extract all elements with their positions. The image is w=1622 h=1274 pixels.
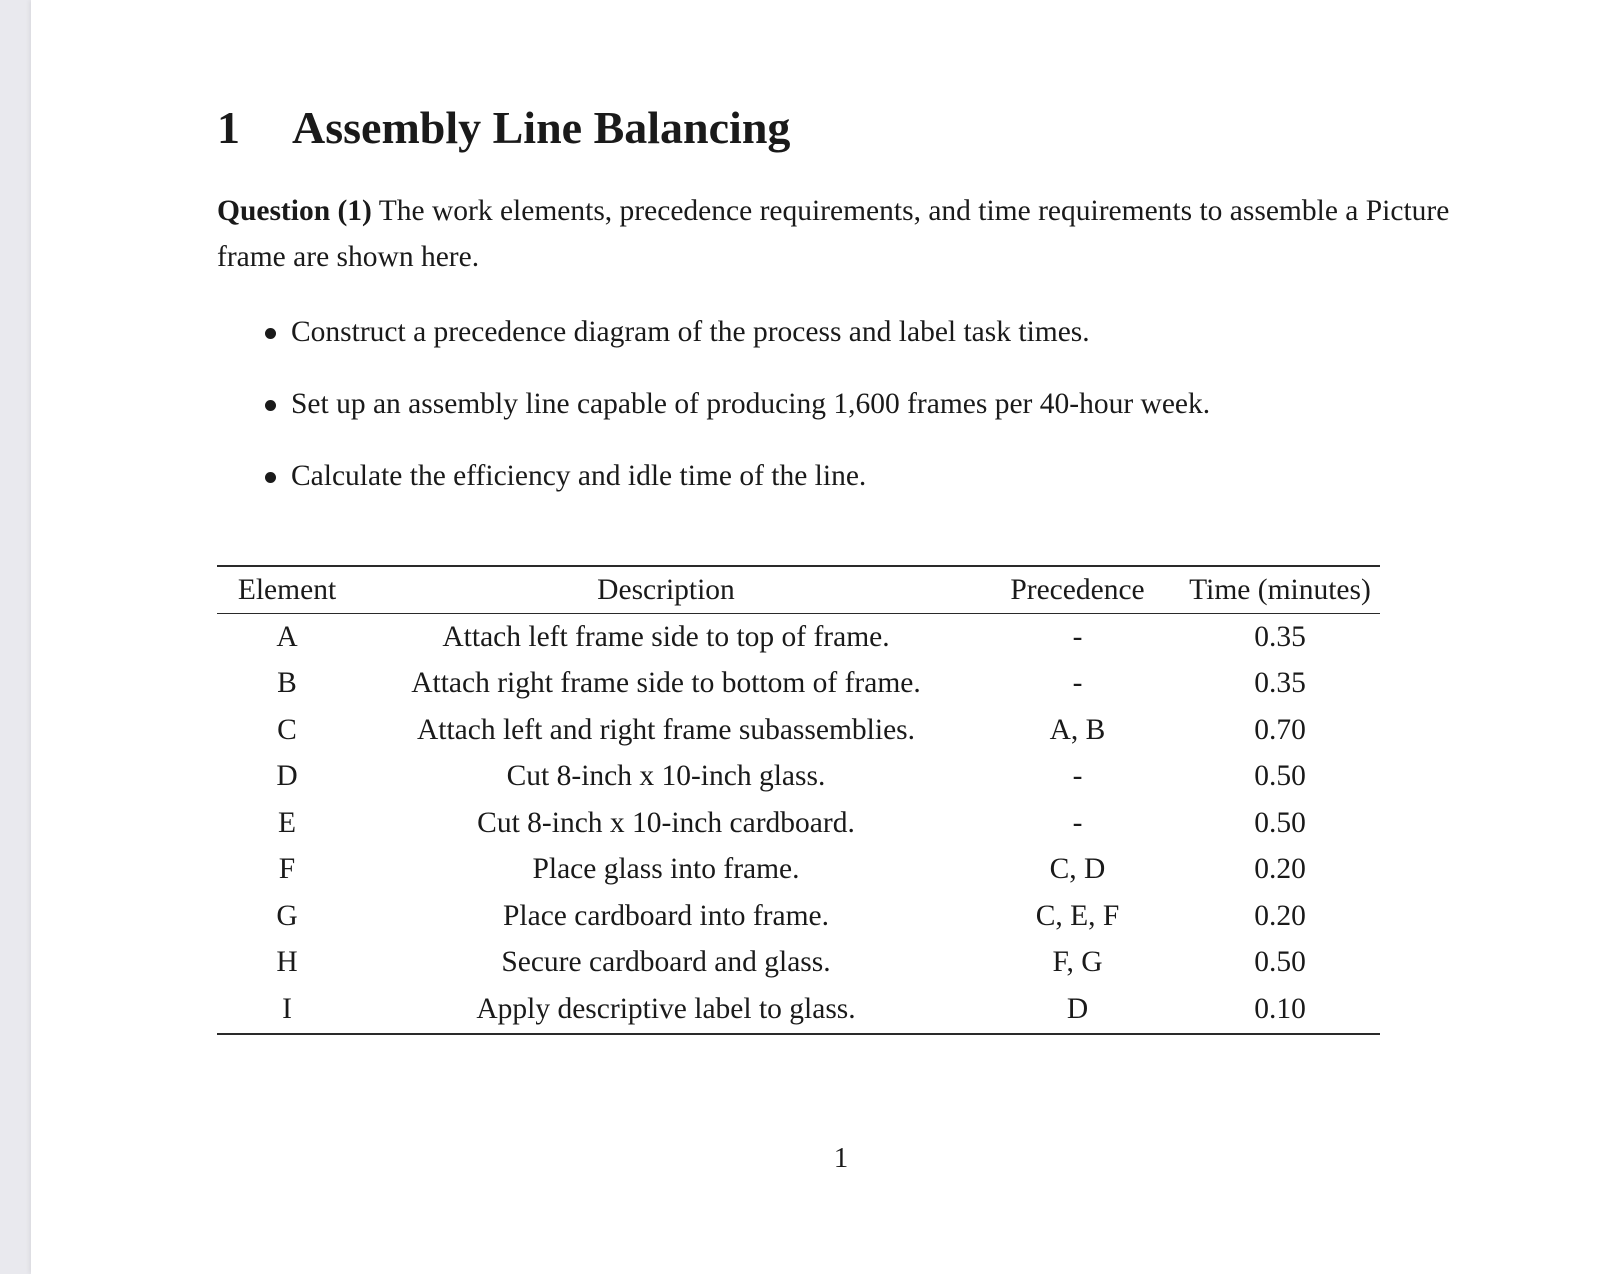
header-time: Time (minutes) [1189, 573, 1371, 606]
table-row [217, 893, 1380, 940]
table-row [217, 754, 1380, 801]
table-row [217, 800, 1380, 847]
task-list-item [217, 312, 1210, 384]
cell-description: Place cardboard into frame. [503, 899, 829, 932]
work-elements-table [217, 565, 1380, 1035]
cell-precedence: - [1072, 760, 1083, 793]
cell-time: 0.35 [1254, 667, 1306, 700]
cell-time: 0.10 [1254, 992, 1306, 1025]
cell-time: 0.50 [1254, 806, 1306, 839]
question-label: Question (1) [217, 195, 372, 227]
cell-time: 0.35 [1254, 620, 1306, 653]
cell-description: Attach left frame side to top of frame. [442, 620, 890, 653]
table-row [217, 707, 1380, 754]
question-paragraph [217, 188, 1497, 280]
task-text: Set up an assembly line capable of producing 1,600 frames per 40-hour week. [291, 388, 1211, 420]
section-title: Assembly Line Balancing [292, 102, 791, 153]
section-number: 1 [217, 102, 240, 153]
cell-precedence: - [1072, 667, 1083, 700]
table-row [217, 661, 1380, 708]
cell-time: 0.50 [1254, 760, 1306, 793]
cell-precedence: F, G [1052, 946, 1103, 979]
bullet-icon [265, 400, 276, 411]
cell-element: D [276, 760, 298, 793]
page-number: 1 [833, 1142, 849, 1174]
table-header-row [217, 566, 1380, 614]
bullet-icon [265, 472, 276, 483]
cell-time: 0.70 [1254, 713, 1306, 746]
cell-element: G [276, 899, 298, 932]
cell-precedence: - [1072, 620, 1083, 653]
task-list-item [217, 384, 1210, 456]
table-row [217, 940, 1380, 987]
cell-element: I [282, 992, 292, 1025]
cell-element: B [277, 667, 297, 700]
header-precedence: Precedence [1010, 573, 1145, 606]
cell-element: E [277, 806, 297, 839]
cell-time: 0.20 [1254, 853, 1306, 886]
cell-precedence: D [1066, 992, 1089, 1025]
cell-description: Attach left and right frame subassemblies. [416, 713, 916, 746]
cell-precedence: C, E, F [1035, 899, 1120, 932]
cell-precedence: - [1072, 806, 1083, 839]
cell-description: Apply descriptive label to glass. [476, 992, 856, 1025]
table-row [217, 614, 1380, 661]
cell-description: Secure cardboard and glass. [501, 946, 831, 979]
document-page [31, 0, 1622, 1274]
question-text: The work elements, precedence requirements, and time requirements to assemble a Picture frame are shown here. [217, 195, 1450, 273]
table-row [217, 847, 1380, 894]
header-element: Element [237, 573, 337, 606]
cell-time: 0.50 [1254, 946, 1306, 979]
table-row [217, 986, 1380, 1034]
cell-time: 0.20 [1254, 899, 1306, 932]
task-text: Calculate the efficiency and idle time of the line. [291, 460, 867, 492]
section-heading [217, 100, 790, 156]
task-list-item [217, 456, 1210, 528]
cell-description: Place glass into frame. [532, 853, 800, 886]
cell-precedence: A, B [1049, 713, 1106, 746]
cell-precedence: C, D [1049, 853, 1106, 886]
cell-element: F [278, 853, 296, 886]
cell-description: Cut 8-inch x 10-inch glass. [506, 760, 826, 793]
header-description: Description [597, 573, 735, 606]
cell-description: Cut 8-inch x 10-inch cardboard. [477, 806, 855, 839]
bullet-icon [265, 328, 276, 339]
cell-element: C [277, 713, 297, 746]
cell-element: H [276, 946, 298, 979]
task-text: Construct a precedence diagram of the process and label task times. [291, 316, 1090, 348]
cell-element: A [276, 620, 298, 653]
cell-description: Attach right frame side to bottom of frame. [411, 667, 921, 700]
task-list [217, 312, 1210, 528]
